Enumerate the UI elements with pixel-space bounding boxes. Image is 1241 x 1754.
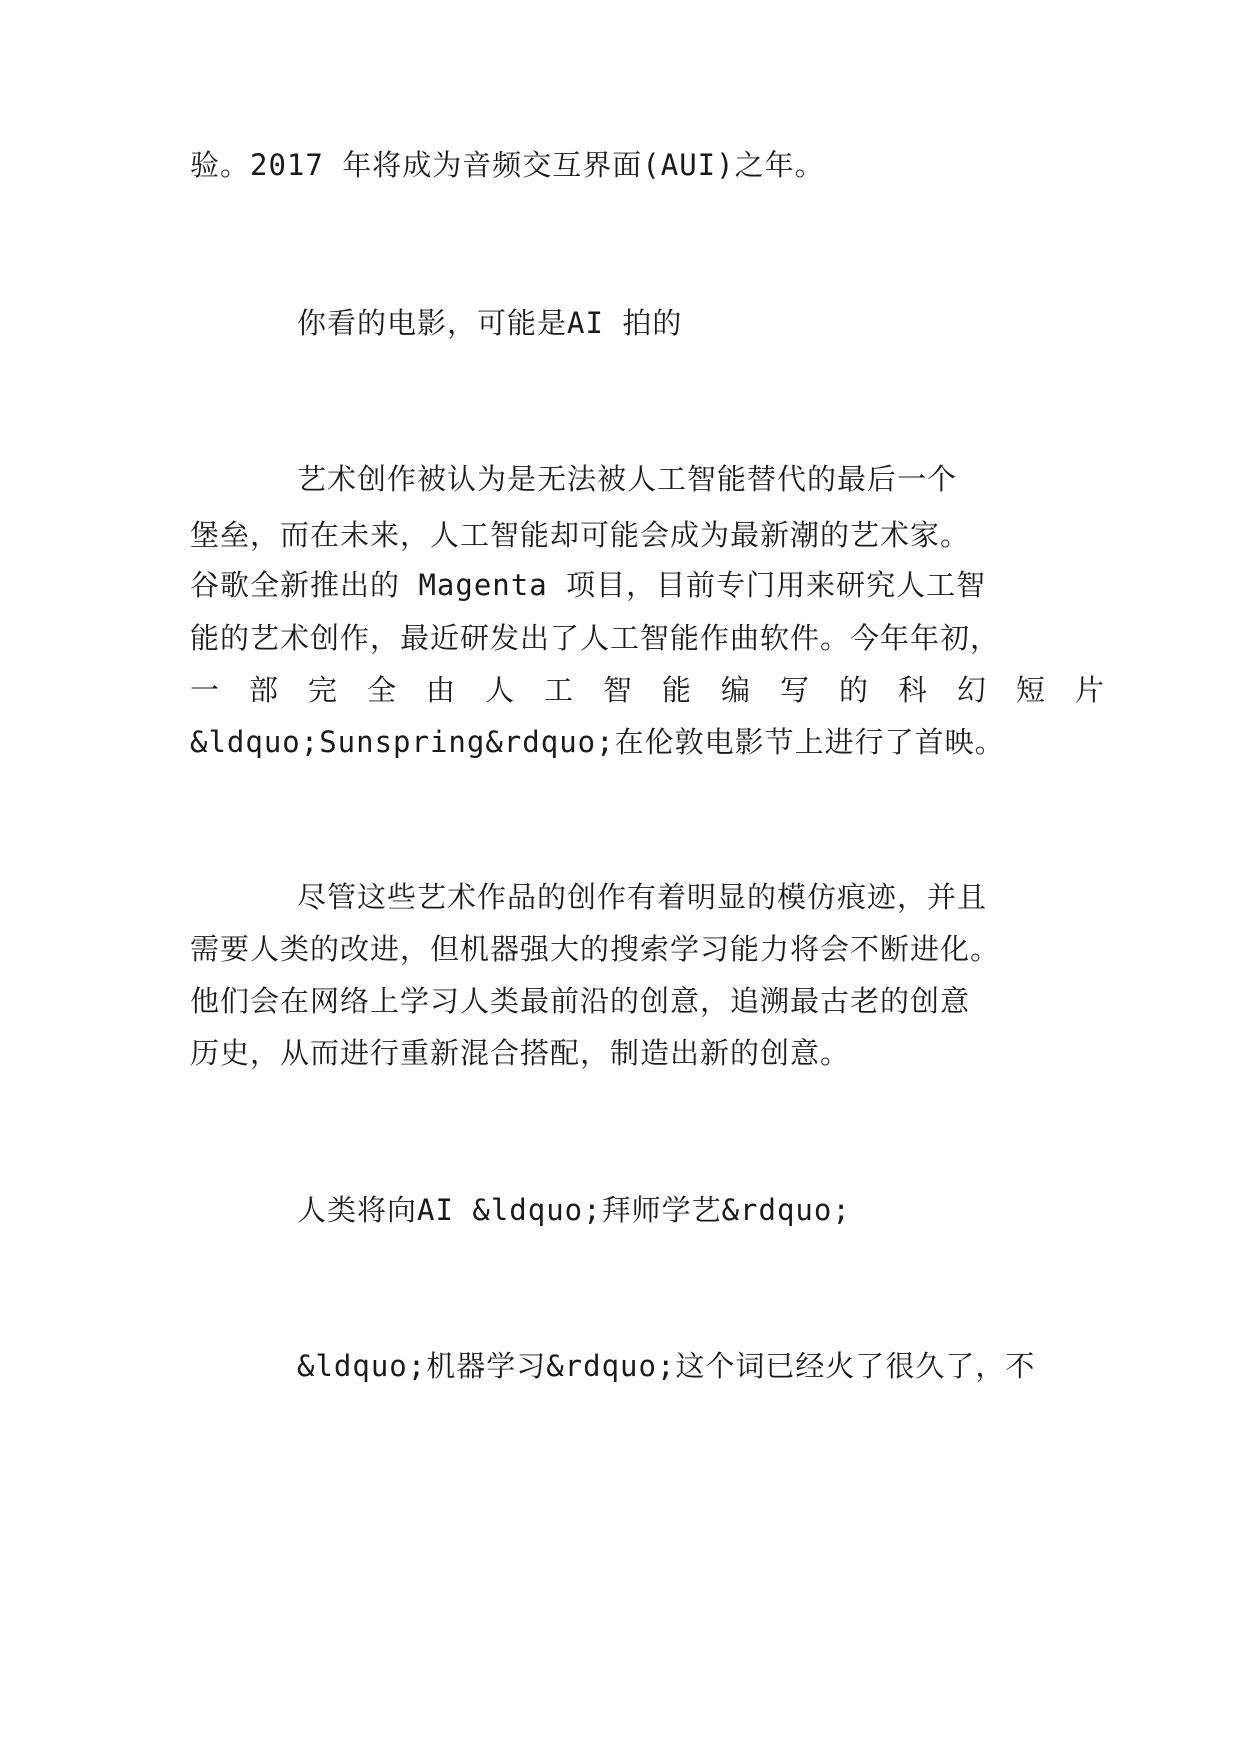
paragraph-line-2: 艺术创作被认为是无法被人工智能替代的最后一个 [297, 462, 958, 496]
section-heading-learn-from-ai: 人类将向AI &ldquo;拜师学艺&rdquo; [297, 1193, 851, 1227]
paragraph-line-9: 需要人类的改进，但机器强大的搜索学习能力将会不断进化。 [190, 932, 1001, 966]
paragraph-line-1: 验。2017 年将成为音频交互界面(AUI)之年。 [190, 148, 825, 182]
paragraph-line-5: 能的艺术创作，最近研发出了人工智能作曲软件。今年年初， [190, 621, 1001, 655]
paragraph-line-8: 尽管这些艺术作品的创作有着明显的模仿痕迹，并且 [297, 880, 988, 914]
paragraph-line-10: 他们会在网络上学习人类最前沿的创意，追溯最古老的创意 [190, 984, 971, 1018]
section-heading-ai-movie: 你看的电影，可能是AI 拍的 [297, 306, 683, 340]
paragraph-line-3: 堡垒，而在未来，人工智能却可能会成为最新潮的艺术家。 [190, 518, 971, 552]
paragraph-line-6: 一部完全由人工智能编写的科幻短片 [190, 673, 1135, 707]
paragraph-line-12: &ldquo;机器学习&rdquo;这个词已经火了很久了，不 [297, 1349, 1036, 1383]
paragraph-line-7: &ldquo;Sunspring&rdquo;在伦敦电影节上进行了首映。 [190, 725, 1005, 759]
paragraph-line-4: 谷歌全新推出的 Magenta 项目，目前专门用来研究人工智 [190, 568, 987, 602]
paragraph-line-11: 历史，从而进行重新混合搭配，制造出新的创意。 [190, 1036, 851, 1070]
